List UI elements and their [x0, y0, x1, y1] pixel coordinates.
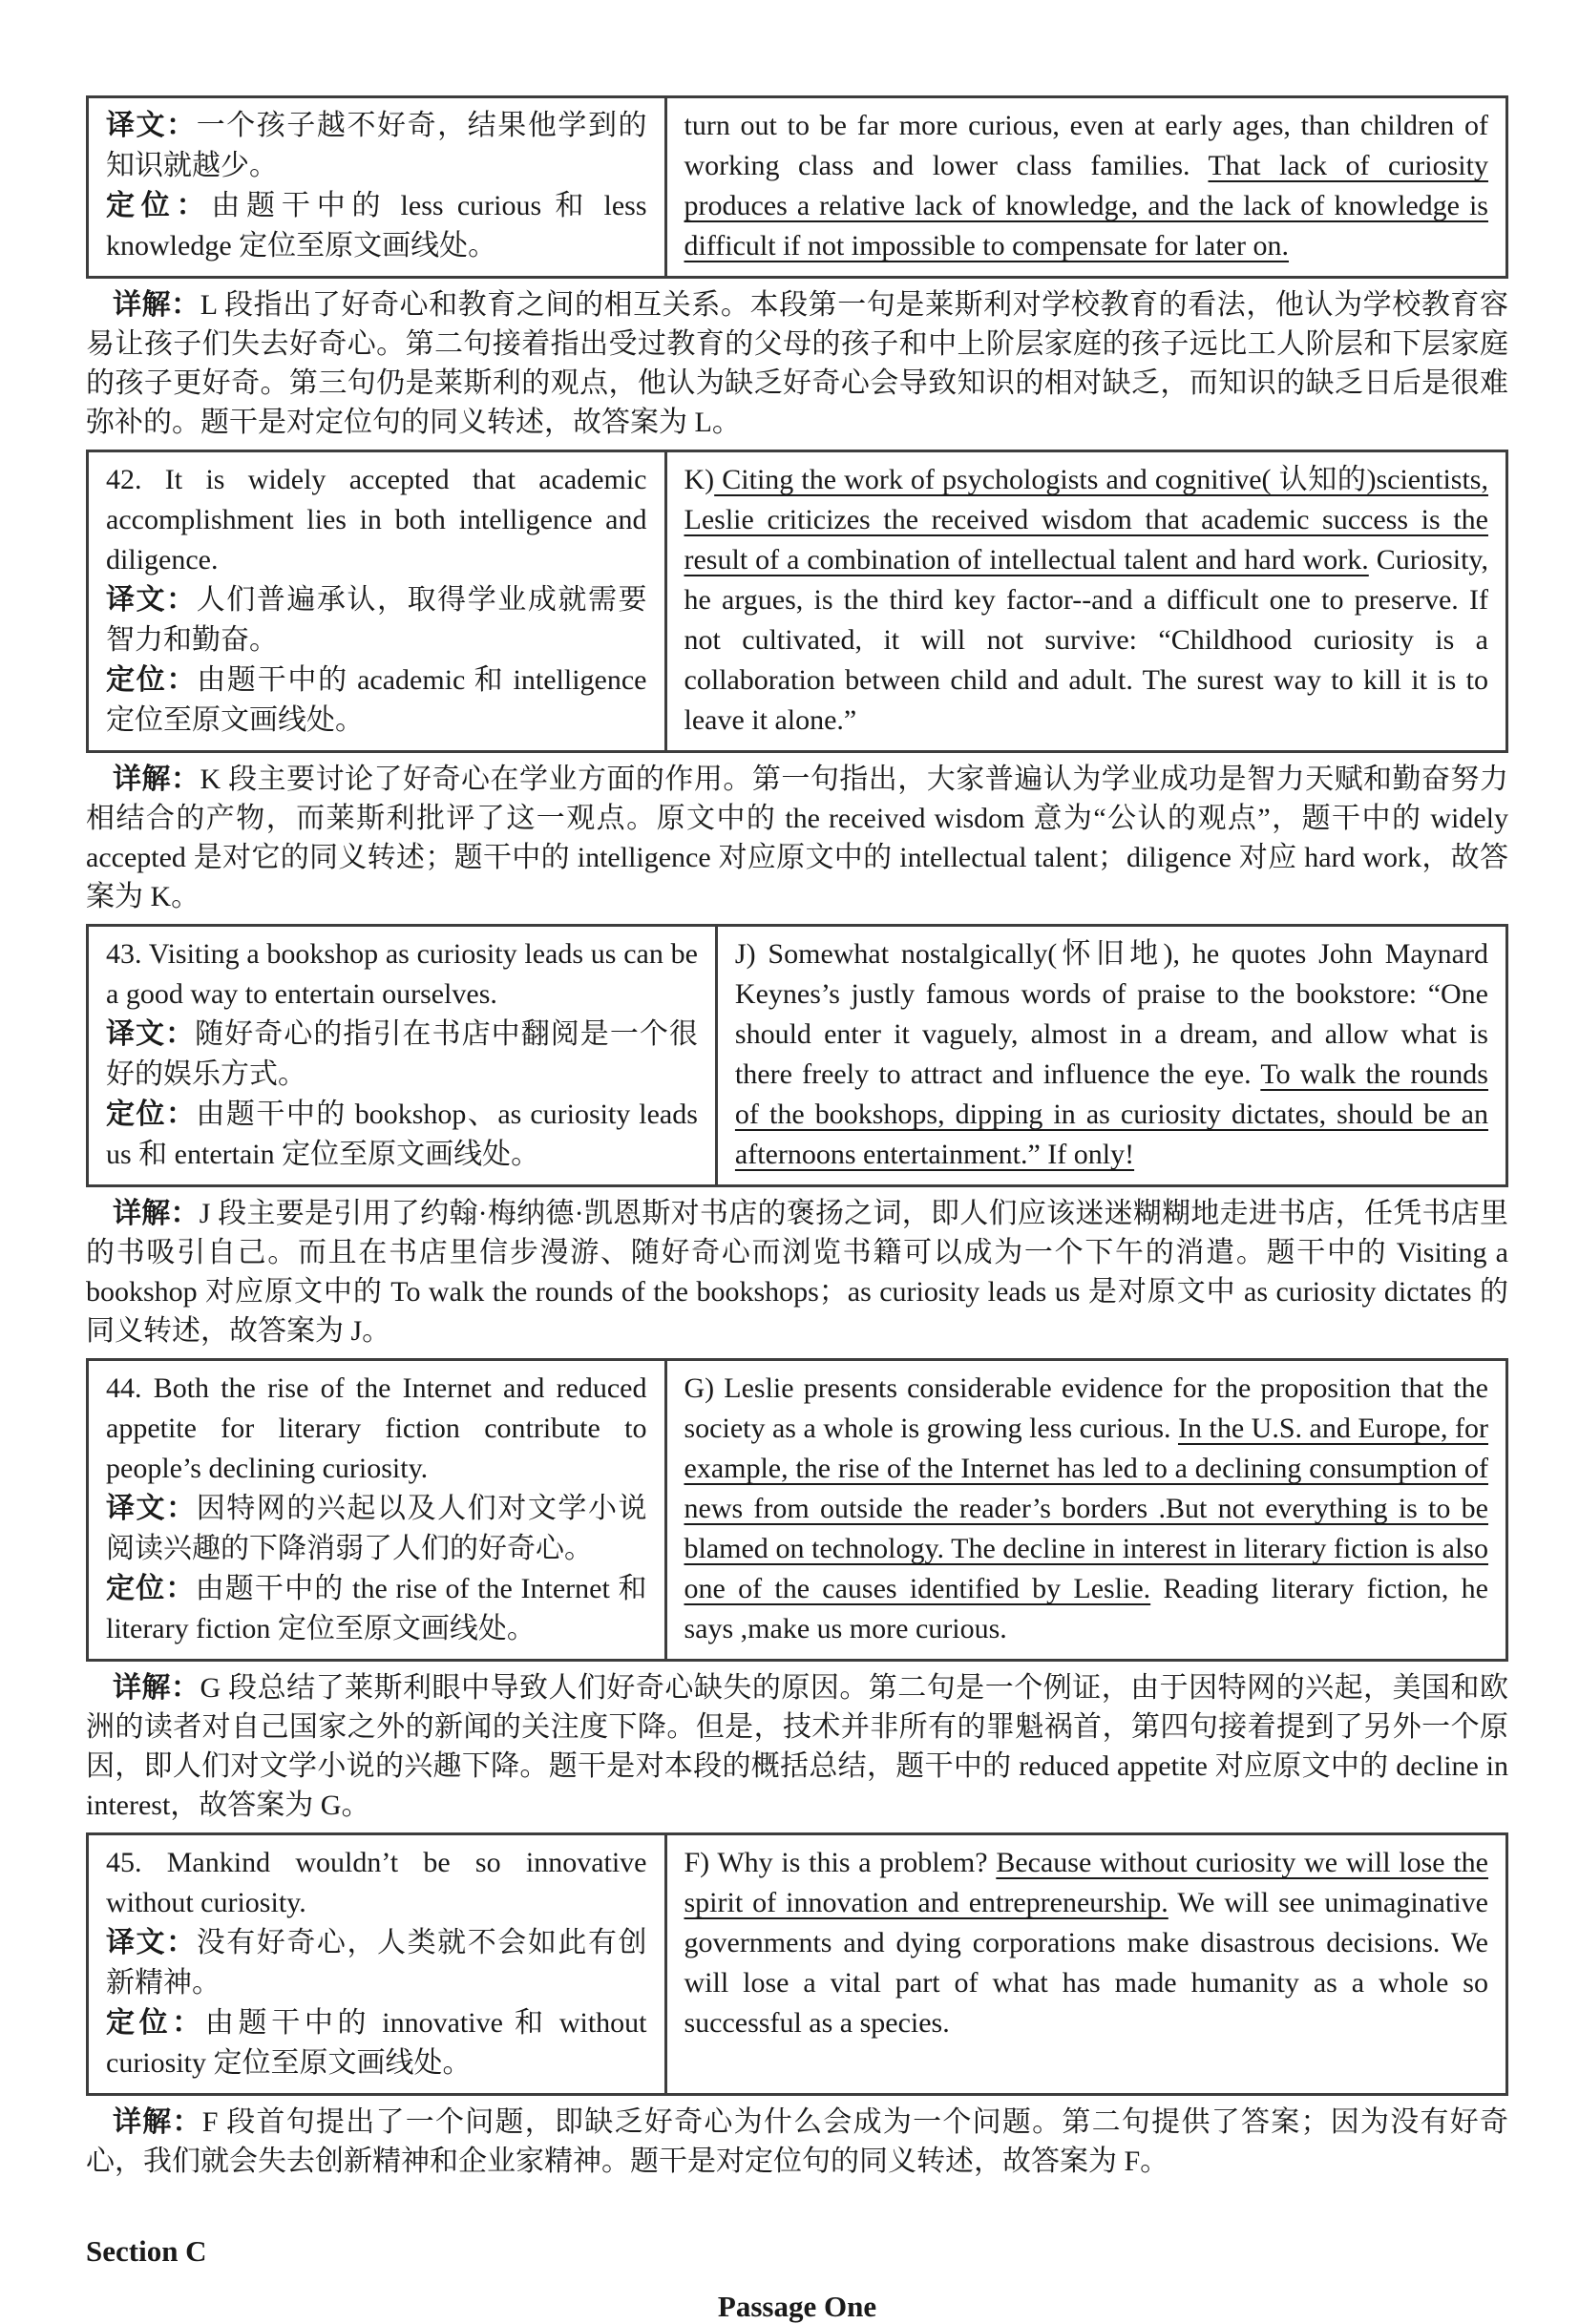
passage-cell: [664, 452, 1505, 750]
passage-paragraph: [684, 1369, 1488, 1649]
label-text: 译文：: [106, 1927, 197, 1958]
label-text: 定位：: [106, 1099, 197, 1130]
question-cell: [89, 452, 664, 750]
body-text: turn out to be far more curious, even at early ages, than children of working class and lower class families.: [684, 110, 1488, 181]
question-paragraph: [106, 934, 698, 1015]
explanation-paragraph: [86, 1194, 1508, 1350]
passage-cell: [664, 1835, 1505, 2093]
explanation-paragraph: [86, 2103, 1508, 2181]
label-text: 定位：: [106, 1573, 196, 1604]
question-paragraph: [106, 186, 647, 266]
question-paragraph: [106, 2003, 647, 2083]
body-text: F) Why is this a problem?: [684, 1847, 997, 1878]
body-text: 由题干中的 academic 和 intelligence 定位至原文画线处。: [106, 664, 647, 736]
answer-table-row: [86, 1832, 1508, 2096]
passage-cell: [664, 98, 1505, 276]
question-paragraph: [106, 1015, 698, 1095]
body-text: 随好奇心的指引在书店中翻阅是一个很好的娱乐方式。: [106, 1018, 698, 1090]
body-text: K 段主要讨论了好奇心在学业方面的作用。第一句指出，大家普遍认为学业成功是智力天赋和勤奋努力相结合的产物，而莱斯利批评了这一观点。原文中的 the received wisdom 意为“公认的观点”，题干中的 widely accepted 是对它的同义转述；题干中的 intelligence 对应原文中的 intellectual talent；diligence 对应 hard work，故答案为 K。: [86, 764, 1509, 912]
body-text: Curiosity, he argues, is the third key factor--and a difficult one to preserve. If not cultivated, it will not survive: “Childhood curiosity is a collaboration between child and adult. The surest way to kill it is to leave it alone.”: [684, 544, 1488, 736]
body-text: 43. Visiting a bookshop as curiosity leads us can be a good way to entertain ourselves.: [106, 938, 698, 1010]
question-cell: [89, 98, 664, 276]
question-cell: [89, 1361, 664, 1659]
question-paragraph: [106, 660, 647, 741]
question-paragraph: [106, 106, 647, 186]
answer-key-content: [86, 95, 1508, 2181]
body-text: 由题干中的 bookshop、as curiosity leads us 和 entertain 定位至原文画线处。: [106, 1099, 698, 1170]
question-paragraph: [106, 1095, 698, 1175]
underlined-text: Because without curiosity we will lose the spirit of innovation and entrepreneurship.: [684, 1847, 1488, 1918]
body-text: 一个孩子越不好奇，结果他学到的知识就越少。: [106, 110, 647, 181]
body-text: 42. It is widely accepted that academic accomplishment lies in both intelligence and diligence.: [106, 464, 647, 576]
body-text: 人们普遍承认，取得学业成就需要智力和勤奋。: [106, 584, 647, 656]
body-text: 由题干中的 less curious 和 less knowledge 定位至原文画线处。: [106, 190, 647, 262]
label-text: 详解：: [113, 1198, 200, 1229]
explanation-paragraph: [86, 760, 1508, 916]
question-paragraph: [106, 1923, 647, 2003]
question-paragraph: [106, 1489, 647, 1569]
label-text: 译文：: [106, 110, 197, 141]
body-text: J) Somewhat nostalgically(怀旧地), he quotes John Maynard Keynes’s justly famous words of praise to the bookstore: “One should enter it vaguely, almost in a dream, and allow what is there freely to attract and influence the eye.: [734, 938, 1488, 1090]
body-text: Reading literary fiction, he says ,make us more curious.: [684, 1573, 1488, 1644]
body-text: J 段主要是引用了约翰·梅纳德·凯恩斯对书店的褒扬之词，即人们应该迷迷糊糊地走进书店，任凭书店里的书吸引自己。而且在书店里信步漫游、随好奇心而浏览书籍可以成为一个下午的消遣。题干中的 Visiting a bookshop 对应原文中的 To walk the rounds of the bookshops；as curiosity leads us 是对原文中 as curiosity dictates 的同义转述，故答案为 J。: [86, 1198, 1509, 1347]
label-text: 定位：: [106, 664, 198, 696]
question-paragraph: [106, 1843, 647, 1923]
body-text: F 段首句提出了一个问题，即缺乏好奇心为什么会成为一个问题。第二句提供了答案；因为没有好奇心，我们就会失去创新精神和企业家精神。题干是对定位句的同义转述，故答案为 F。: [86, 2106, 1509, 2177]
passage-cell: [715, 927, 1505, 1184]
question-paragraph: [106, 580, 647, 660]
passage-paragraph: [684, 106, 1488, 266]
body-text: K): [684, 464, 715, 495]
underlined-text: To walk the rounds of the bookshops, dipping in as curiosity dictates, should be an afternoons entertainment.” If only!: [734, 1058, 1488, 1170]
label-text: 译文：: [106, 584, 197, 616]
passage-one-heading: Passage One: [717, 2290, 877, 2323]
question-paragraph: [106, 1369, 647, 1489]
explanation-paragraph: [86, 1668, 1508, 1825]
underlined-text: In the U.S. and Europe, for example, the rise of the Internet has led to a declining consumption of news from outside the reader’s borders .But not everything is to be blamed on technology. The decline in interest in literary fiction is also one of the causes identified by Leslie.: [684, 1413, 1488, 1604]
passage-cell: [664, 1361, 1505, 1659]
body-text: 没有好奇心，人类就不会如此有创新精神。: [106, 1927, 647, 1999]
label-text: 译文：: [106, 1493, 197, 1524]
label-text: 定位：: [106, 190, 212, 221]
answer-table-row: [86, 924, 1508, 1187]
body-text: G) Leslie presents considerable evidence for the proposition that the society as a whole is growing less curious.: [684, 1372, 1488, 1444]
passage-paragraph: [735, 934, 1488, 1175]
answer-table-row: [86, 450, 1508, 753]
body-text: 由题干中的 the rise of the Internet 和 literary fiction 定位至原文画线处。: [106, 1573, 647, 1644]
question-paragraph: [106, 460, 647, 580]
body-text: 因特网的兴起以及人们对文学小说阅读兴趣的下降消弱了人们的好奇心。: [106, 1493, 647, 1564]
section-c-heading: Section C: [86, 2234, 207, 2268]
label-text: 详解：: [113, 289, 200, 321]
label-text: 定位：: [106, 2007, 205, 2039]
label-text: 译文：: [106, 1018, 196, 1050]
question-paragraph: [106, 1569, 647, 1649]
body-text: L 段指出了好奇心和教育之间的相互关系。本段第一句是莱斯利对学校教育的看法，他认为学校教育容易让孩子们失去好奇心。第二句接着指出受过教育的父母的孩子和中上阶层家庭的孩子远比工人阶层和下层家庭的孩子更好奇。第三句仍是莱斯利的观点，他认为缺乏好奇心会导致知识的相对缺乏，而知识的缺乏日后是很难弥补的。题干是对定位句的同义转述，故答案为 L。: [86, 289, 1509, 438]
answer-table-row: [86, 95, 1508, 279]
body-text: 由题干中的 innovative 和 without curiosity 定位至原文画线处。: [106, 2007, 647, 2079]
body-text: We will see unimaginative governments and dying corporations make disastrous decisions. We will lose a vital part of what has made humanity as a whole so successful as a species.: [684, 1887, 1488, 2039]
label-text: 详解：: [113, 1672, 200, 1704]
underlined-text: That lack of curiosity produces a relative lack of knowledge, and the lack of knowledge is difficult if not impossible to compensate for later on.: [684, 150, 1488, 262]
body-text: G 段总结了莱斯利眼中导致人们好奇心缺失的原因。第二句是一个例证，由于因特网的兴起，美国和欧洲的读者对自己国家之外的新闻的关注度下降。但是，技术并非所有的罪魁祸首，第四句接着提到了另外一个原因，即人们对文学小说的兴趣下降。题干是对本段的概括总结，题干中的 reduced appetite 对应原文中的 decline in interest，故答案为 G。: [86, 1672, 1509, 1821]
answer-table-row: [86, 1358, 1508, 1662]
underlined-text: Citing the work of psychologists and cognitive( 认知的)scientists, Leslie criticizes the received wisdom that academic success is the result of a combination of intellectual talent and hard work.: [684, 464, 1488, 576]
question-cell: [89, 927, 715, 1184]
passage-paragraph: [684, 460, 1488, 741]
label-text: 详解：: [113, 2106, 202, 2138]
body-text: 45. Mankind wouldn’t be so innovative without curiosity.: [106, 1847, 647, 1918]
passage-paragraph: [684, 1843, 1488, 2043]
label-text: 详解：: [113, 764, 200, 795]
explanation-paragraph: [86, 285, 1508, 442]
question-cell: [89, 1835, 664, 2093]
body-text: 44. Both the rise of the Internet and reduced appetite for literary fiction contribute to people’s declining curiosity.: [106, 1372, 647, 1484]
